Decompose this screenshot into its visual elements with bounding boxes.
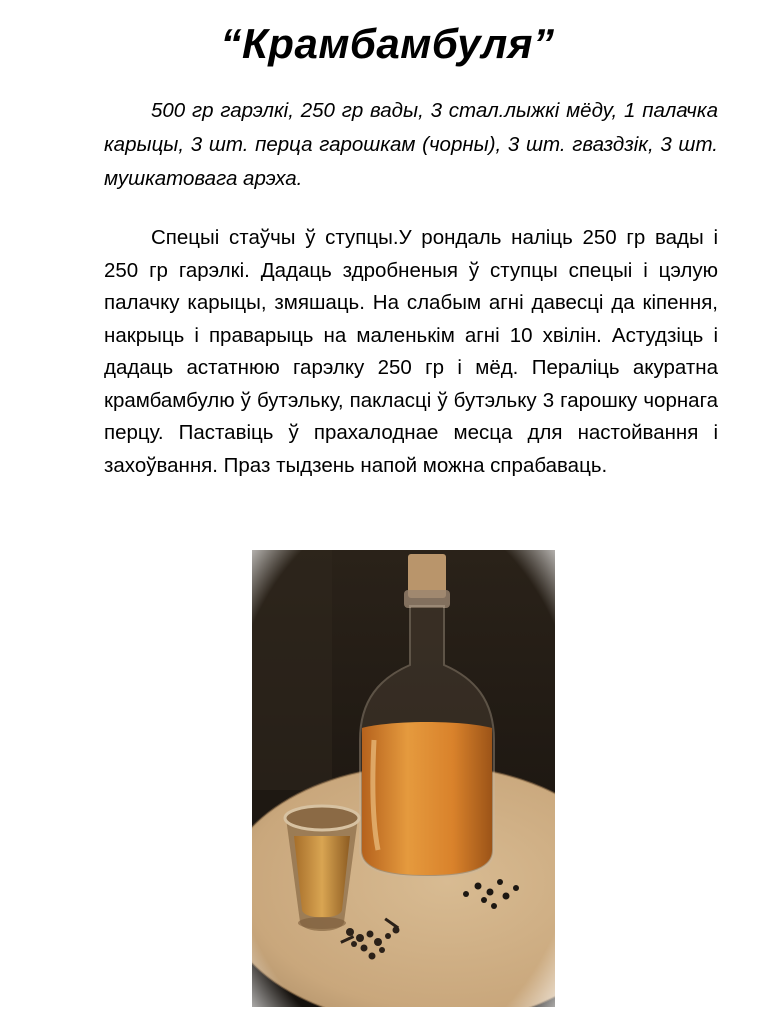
method-paragraph: Спецыі стаўчы ў ступцы.У рондаль наліць 250 гр вады і 250 гр гарэлкі. Дадаць здробненыя ў ступцы спецыі і цэлую палачку карыцы, змяшаць. На слабым агні давесці да кіпення, накрыць і праварыць на маленькім агні 10 хвілін. Астудзіць і дадаць астатнюю гарэлку 250 гр і мёд. Пераліць акуратна крамбамбулю ў бутэльку, пакласці ў бутэльку 3 гарошку чорнага перцу. Паставіць ў прахалоднае месца для настойвання і захоўвання. Праз тыдзень напой можна спрабаваць. [104,226,718,477]
krambambula-photo [252,550,555,1007]
ingredients-paragraph: 500 гр гарэлкі, 250 гр вады, 3 стал.лыжкі мёду, 1 палачка карыцы, 3 шт. перца гарошкам (чорны), 3 шт. гваздзік, 3 шт. мушкатовага арэха. [104,99,718,190]
recipe-title: “Крамбамбуля” [220,20,555,67]
bottle-and-glass-photo-icon [252,550,555,1007]
